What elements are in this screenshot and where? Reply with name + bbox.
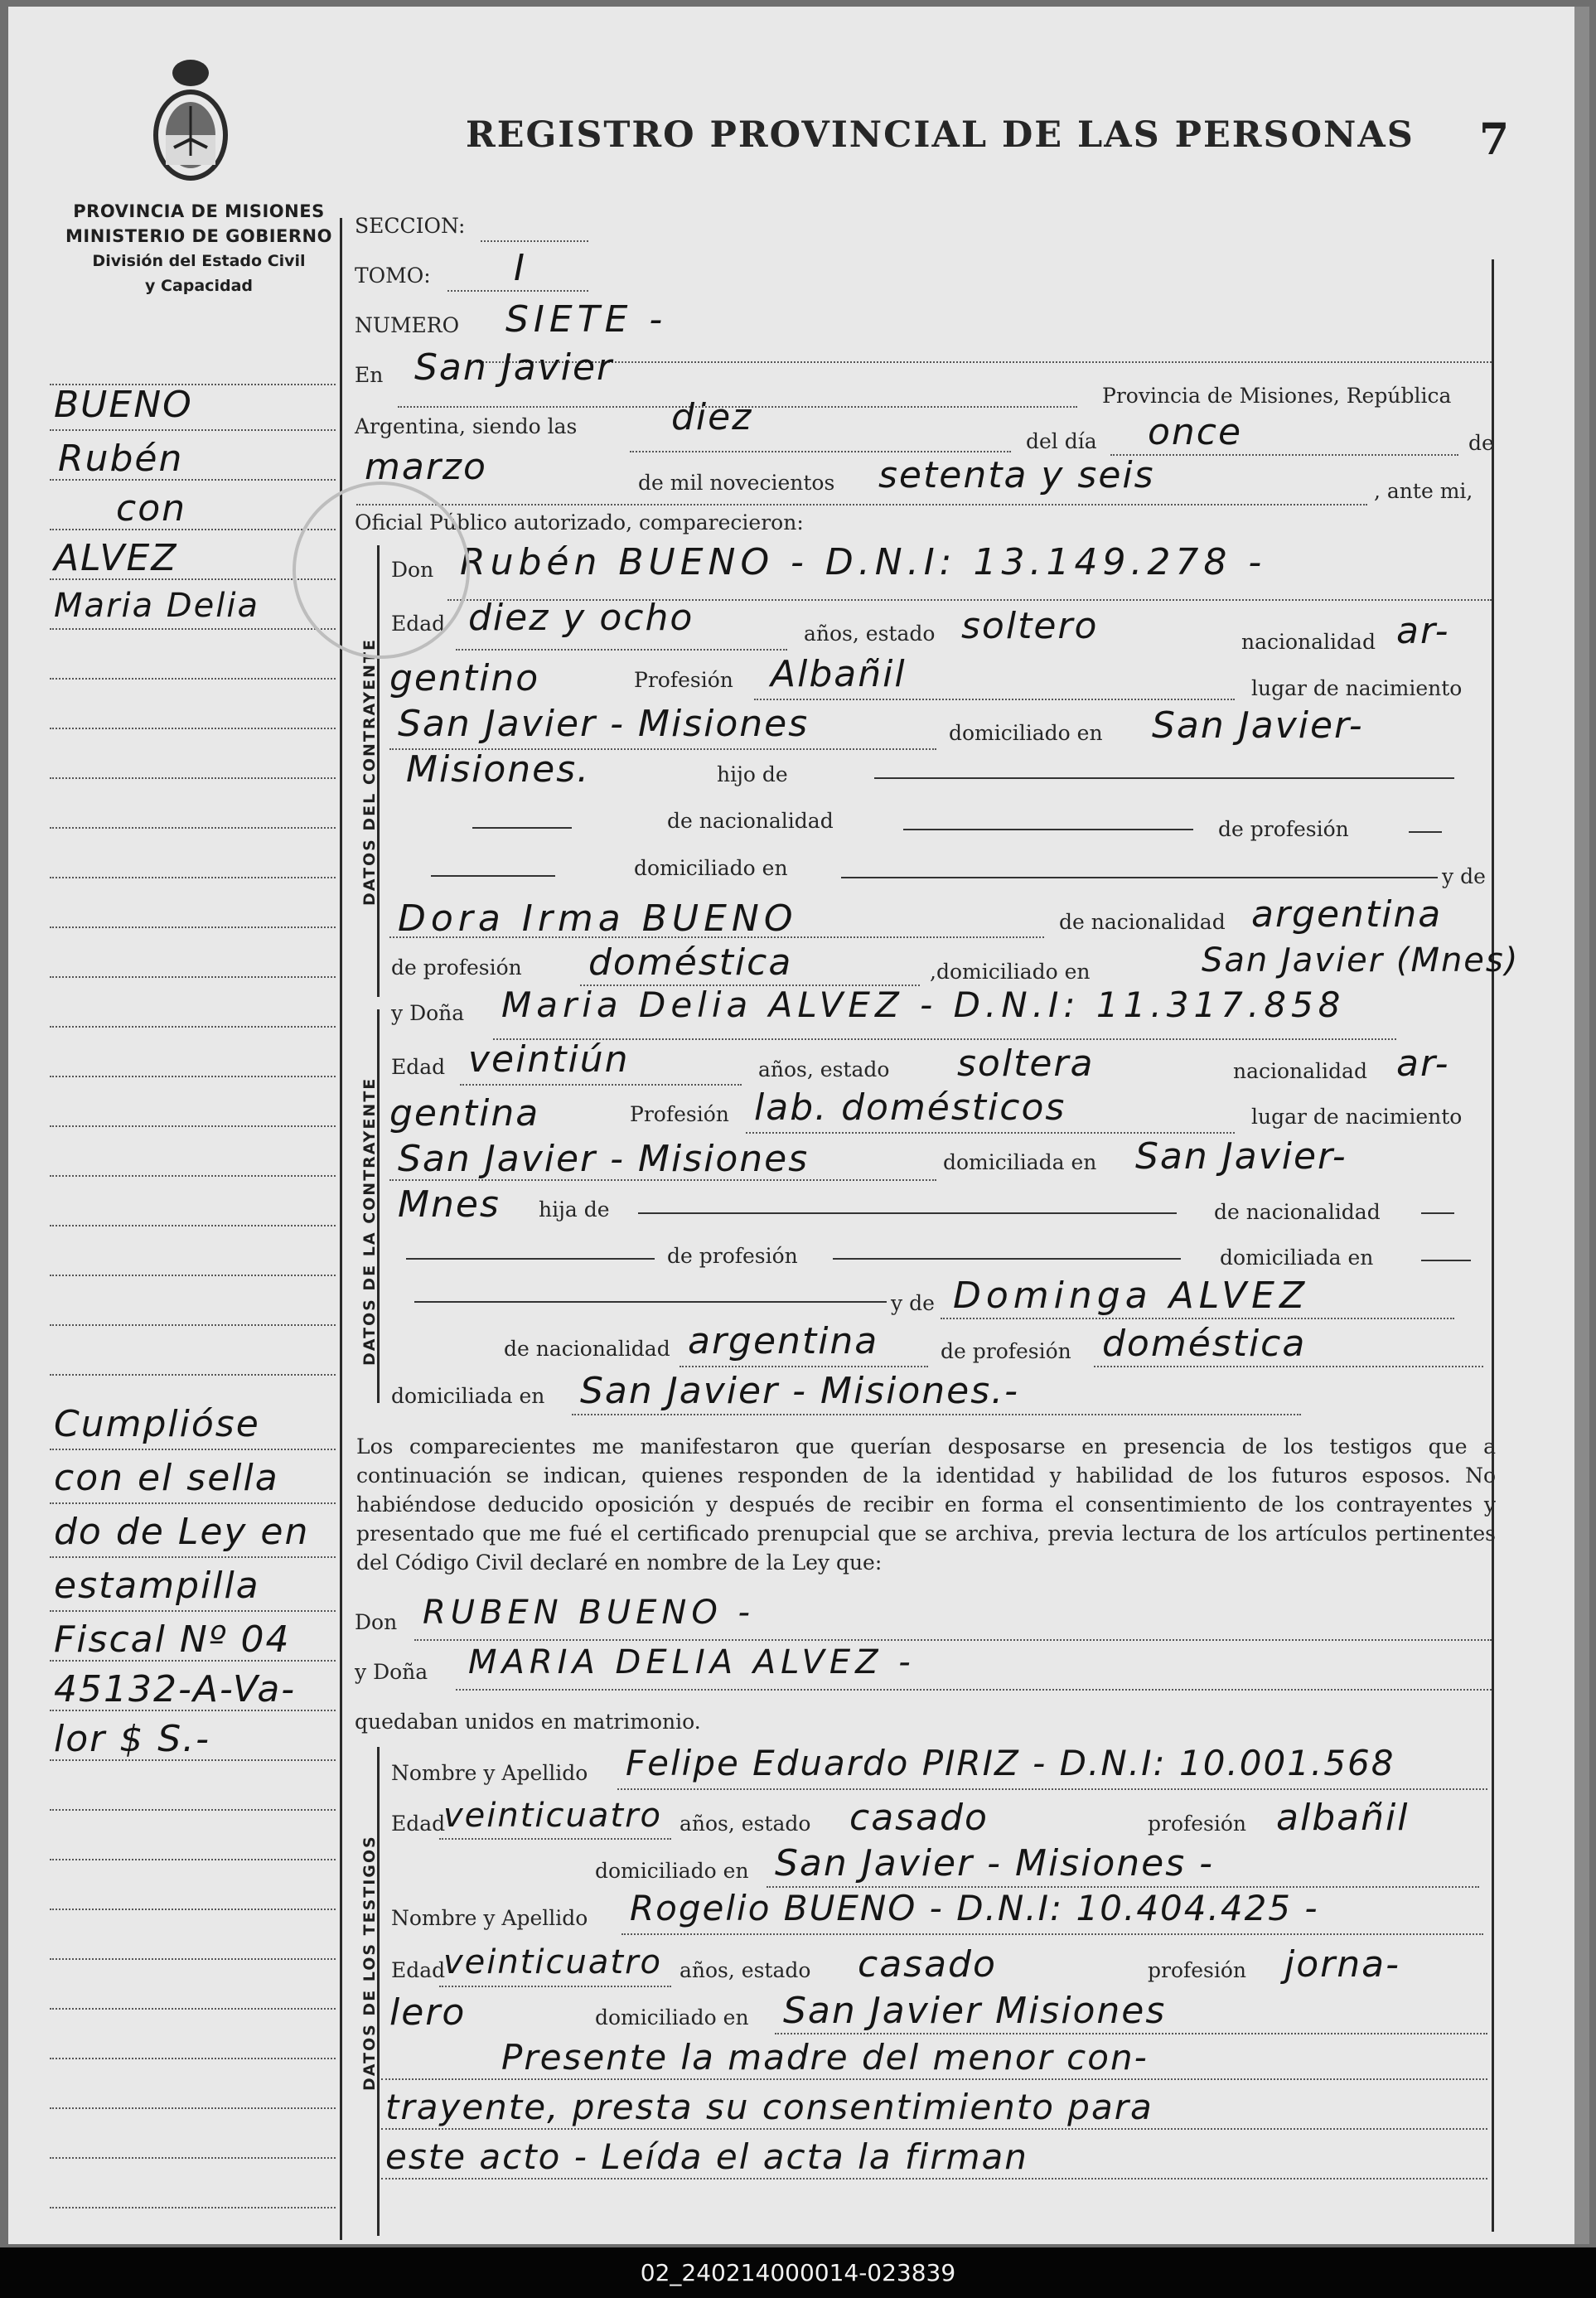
left-rule (50, 2008, 336, 2010)
witness-2-civil-state: casado (858, 1943, 997, 1986)
page-title: REGISTRO PROVINCIAL DE LAS PERSONAS (466, 114, 1415, 156)
w2-res-line (775, 2033, 1487, 2034)
bride-estado-label: años, estado (758, 1057, 890, 1081)
bride-mother-nat-line (680, 1366, 928, 1367)
groom-father-nacionalidad-label: de nacionalidad (667, 809, 834, 833)
left-rule (50, 1225, 336, 1226)
married-don-label: Don (355, 1610, 398, 1634)
bride-mother-nacionalidad-label: de nacionalidad (504, 1337, 670, 1361)
province-label: Provincia de Misiones, República (1102, 384, 1452, 408)
bride-age: veintiún (468, 1038, 630, 1081)
margin-name-line: Maria Delia (54, 587, 259, 625)
closing-line-2: trayente, presta su consentimiento para (385, 2087, 1153, 2127)
right-border-line (1492, 259, 1494, 2232)
de-label: de (1468, 431, 1494, 455)
margin-note-line: 45132-A-Va- (54, 1668, 297, 1710)
left-rule (50, 926, 336, 928)
bride-father-nacionalidad-label: de nacionalidad (1214, 1200, 1381, 1224)
y-de-label: y de (1442, 864, 1486, 888)
image-filename-caption: 02_240214000014-023839 (0, 2247, 1596, 2298)
margin-note-line: Fiscal Nº 04 (54, 1618, 291, 1661)
closing-line-rule-3 (381, 2178, 1487, 2179)
month-value: marzo (365, 446, 487, 488)
bride-nationality-1: ar- (1396, 1043, 1450, 1085)
de-mil-label: de mil novecientos (638, 471, 835, 495)
married-bride-name: MARIA DELIA ALVEZ - (468, 1643, 916, 1681)
groom-residence-2: Misiones. (406, 748, 591, 791)
groom-mother-profession: doméstica (588, 941, 793, 984)
groom-nationality-2: gentino (389, 657, 540, 699)
bride-father-blank (638, 1212, 1177, 1214)
groom-mother-nacionalidad-label: de nacionalidad (1059, 910, 1226, 934)
side-label-groom: DATOS DEL CONTRAYENTE (360, 638, 379, 906)
left-rule (50, 1958, 336, 1960)
w1-nombre-label: Nombre y Apellido (391, 1761, 588, 1785)
left-rule (50, 1076, 336, 1077)
bride-residence-2: Mnes (398, 1183, 501, 1226)
closing-line-rule-1 (381, 2078, 1487, 2080)
margin-name-line: Rubén (58, 438, 184, 480)
quedaban-label: quedaban unidos en matrimonio. (355, 1710, 701, 1734)
left-rule (50, 429, 336, 431)
w2-profesion-label: profesión (1148, 1958, 1247, 1982)
groom-father-profesion-label: de profesión (1218, 817, 1349, 841)
place-value: San Javier (414, 346, 614, 389)
groom-father-domiciliado-label: domiciliado en (634, 856, 788, 880)
groom-mother-profesion-label: de profesión (391, 955, 522, 980)
left-rule (50, 2207, 336, 2208)
bride-mother-profession: doméstica (1102, 1323, 1307, 1365)
left-rule (50, 1374, 336, 1376)
bride-profession-line (746, 1132, 1235, 1134)
witness-2-profession-2: lero (389, 1991, 467, 2034)
bride-nacionalidad-label: nacionalidad (1233, 1059, 1367, 1083)
witness-2-age: veinticuatro (443, 1943, 662, 1981)
groom-hijo-label: hijo de (717, 762, 788, 786)
margin-name-line: con (116, 487, 186, 530)
groom-nacionalidad-label: nacionalidad (1241, 630, 1376, 654)
w1-estado-label: años, estado (680, 1812, 811, 1836)
witness-2-residence: San Javier Misiones (783, 1990, 1167, 2032)
bride-civil-state: soltera (957, 1043, 1095, 1085)
page-number: 7 (1479, 114, 1510, 165)
left-rule (50, 384, 336, 385)
ministry-name: MINISTERIO DE GOBIERNO (65, 226, 332, 246)
hour-value: diez (671, 396, 753, 438)
left-rule (50, 728, 336, 729)
married-groom-line (414, 1639, 1492, 1641)
left-rule (50, 1556, 336, 1558)
groom-estado-label: años, estado (804, 622, 936, 646)
left-rule (50, 827, 336, 829)
bride-mother-name: Dominga ALVEZ (953, 1275, 1310, 1317)
witness-1-profession: albañil (1276, 1797, 1410, 1839)
bride-profession: lab. domésticos (754, 1086, 1066, 1129)
left-rule (50, 1125, 336, 1127)
margin-note-line: con el sella (54, 1457, 279, 1499)
groom-mother-line (389, 936, 1044, 938)
left-rule (50, 1759, 336, 1761)
groom-profession-line (754, 699, 1235, 700)
side-label-bride: DATOS DE LA CONTRAYENTE (360, 1076, 379, 1366)
left-rule (50, 2107, 336, 2109)
bride-nationality-2: gentina (389, 1092, 540, 1134)
bride-name: Maria Delia ALVEZ - D.N.I: 11.317.858 (501, 985, 1346, 1025)
bride-father-profesion-label: de profesión (667, 1244, 798, 1268)
margin-note-line: Cumplióse (54, 1403, 260, 1445)
margin-note-line: do de Ley en (54, 1511, 310, 1553)
bride-y-de-label: y de (891, 1291, 935, 1315)
left-rule (50, 1175, 336, 1177)
left-rule (50, 1909, 336, 1910)
w2-age-line (439, 1986, 671, 1987)
bride-residence-1: San Javier- (1135, 1135, 1347, 1178)
bride-father-res-blank-2 (414, 1301, 887, 1303)
seccion-line (481, 240, 588, 242)
groom-father-nat-blank (903, 829, 1193, 830)
married-bride-line (456, 1689, 1492, 1691)
groom-father-prof-blank (1409, 831, 1442, 833)
closing-line-1: Presente la madre del menor con- (501, 2037, 1149, 2078)
bride-age-line (460, 1084, 742, 1086)
witness-1-civil-state: casado (849, 1797, 989, 1839)
groom-father-res-blank-2 (841, 877, 1438, 878)
w2-edad-label: Edad (391, 1958, 446, 1982)
declaration-paragraph: Los comparecientes me manifestaron que querían desposarse en presencia de los testigos que a continuación se indican, quienes responden de la identidad y habilidad de los futuros esposos. No habiéndose deducido oposición y después de recibir en forma el consentimiento de los contrayentes y presentado que me fué el certificado prenupcial que se archiva, previa lectura de los artículos pertinentes del Código Civil declaré en nombre de la Ley que: (356, 1434, 1496, 1575)
bride-mother-residence: San Javier - Misiones.- (580, 1370, 1019, 1412)
tomo-value: I (514, 247, 526, 289)
groom-age: diez y ocho (468, 597, 694, 639)
groom-profesion-label: Profesión (634, 668, 733, 692)
day-value: once (1148, 411, 1243, 453)
bride-mother-line (941, 1318, 1454, 1319)
side-label-witnesses: DATOS DE LOS TESTIGOS (360, 1835, 379, 2091)
w1-profesion-label: profesión (1148, 1812, 1247, 1836)
register-page (8, 7, 1589, 2244)
margin-name-line: ALVEZ (54, 537, 178, 579)
left-rule (50, 1710, 336, 1711)
witness-1-name: Felipe Eduardo PIRIZ - D.N.I: 10.001.568 (626, 1743, 1395, 1783)
seccion-label: SECCION: (355, 214, 466, 238)
faint-stamp-mark (282, 471, 481, 670)
groom-residence-1: San Javier- (1152, 704, 1364, 747)
ante-mi-label: , ante mi, (1374, 479, 1473, 503)
groom-father-blank-2 (472, 827, 572, 829)
bride-father-blank-2 (406, 1258, 655, 1260)
groom-civil-state: soltero (961, 605, 1099, 647)
day-line (1110, 454, 1458, 456)
left-rule (50, 976, 336, 978)
groom-mother-name: Dora Irma BUENO (398, 897, 798, 940)
w2-name-line (621, 1933, 1483, 1935)
numero-line (476, 361, 1492, 363)
bride-profesion-label: Profesión (630, 1102, 729, 1126)
groom-domiciliado-label: domiciliado en (949, 721, 1103, 745)
left-rule (50, 777, 336, 779)
w2-domiciliado-label: domiciliado en (595, 2005, 749, 2029)
bride-edad-label: Edad (391, 1055, 446, 1079)
closing-line-rule-2 (381, 2128, 1487, 2130)
bride-hija-label: hija de (539, 1197, 610, 1222)
bride-mother-res-line (572, 1414, 1301, 1415)
issuer-header (58, 199, 340, 298)
del-dia-label: del día (1026, 429, 1097, 453)
groom-age-line (456, 649, 787, 651)
w1-name-line (617, 1788, 1487, 1790)
bride-father-res-blank (1421, 1260, 1471, 1261)
hour-line (630, 451, 1011, 452)
witness-2-name: Rogelio BUENO - D.N.I: 10.404.425 - (630, 1888, 1319, 1928)
married-groom-name: RUBEN BUENO - (423, 1594, 755, 1632)
margin-name-line: BUENO (54, 384, 193, 426)
bride-birthplace: San Javier - Misiones (398, 1138, 810, 1180)
tomo-line (447, 290, 588, 292)
don-label: Don (391, 558, 434, 582)
left-rule (50, 678, 336, 680)
w2-estado-label: años, estado (680, 1958, 811, 1982)
left-rule (50, 1502, 336, 1504)
oficial-label: Oficial Público autorizado, comparecieron: (355, 510, 804, 535)
left-rule (50, 2157, 336, 2159)
groom-name: Rubén BUENO - D.N.I: 13.149.278 - (460, 541, 1267, 583)
bride-father-domiciliada-label: domiciliada en (1220, 1246, 1374, 1270)
argentina-coat-of-arms-seal (145, 56, 236, 181)
division-line-1: División del Estado Civil (92, 252, 306, 270)
margin-note-line: estampilla (54, 1565, 260, 1607)
left-rule (50, 2058, 336, 2059)
groom-birthplace: San Javier - Misiones (398, 703, 810, 745)
left-rule (50, 877, 336, 878)
groom-mother-nationality: argentina (1251, 893, 1443, 936)
left-rule (50, 1859, 336, 1860)
division-line-2: y Capacidad (145, 277, 253, 295)
groom-mother-residence: San Javier (Mnes) (1202, 941, 1520, 980)
witness-1-age: veinticuatro (443, 1797, 662, 1835)
tomo-label: TOMO: (355, 264, 431, 288)
y-dona-label: y Doña (391, 1001, 465, 1025)
bride-father-nat-blank (1421, 1212, 1454, 1214)
province-name: PROVINCIA DE MISIONES (73, 201, 325, 221)
groom-father-blank (874, 777, 1454, 779)
year-value: setenta y seis (878, 454, 1155, 496)
left-rule (50, 1324, 336, 1326)
married-dona-label: y Doña (355, 1660, 428, 1684)
groom-mother-domiciliado-label: ,domiciliado en (930, 960, 1091, 984)
groom-lugar-label: lugar de nacimiento (1251, 676, 1463, 700)
left-rule (50, 1809, 336, 1811)
bride-mother-nationality: argentina (688, 1320, 879, 1362)
bride-mother-domiciliada-label: domiciliada en (391, 1384, 545, 1408)
bride-domiciliada-label: domiciliada en (943, 1150, 1097, 1174)
bride-birthplace-line (389, 1179, 936, 1181)
numero-label: NUMERO (355, 313, 460, 337)
bride-mother-prof-line (1094, 1366, 1483, 1367)
groom-profession: Albañil (771, 653, 907, 695)
w1-domiciliado-label: domiciliado en (595, 1859, 749, 1883)
groom-father-res-blank-1 (431, 875, 555, 877)
en-label: En (355, 363, 384, 387)
left-rule (50, 1026, 336, 1028)
bride-lugar-label: lugar de nacimiento (1251, 1105, 1463, 1129)
argentina-label: Argentina, siendo las (355, 414, 578, 438)
witness-1-residence: San Javier - Misiones - (775, 1842, 1214, 1884)
closing-line-3: este acto - Leída el acta la firman (385, 2136, 1028, 2177)
left-rule (50, 1449, 336, 1450)
year-line (356, 504, 1367, 506)
bride-father-prof-blank (833, 1258, 1181, 1260)
witness-2-profession-1: jorna- (1284, 1943, 1400, 1986)
groom-edad-label: Edad (391, 612, 446, 636)
left-rule (50, 1275, 336, 1276)
margin-note-line: lor $ S.- (54, 1718, 210, 1760)
left-rule (50, 1610, 336, 1612)
w1-age-line (439, 1838, 671, 1840)
left-rule (50, 1660, 336, 1662)
bride-mother-profesion-label: de profesión (941, 1339, 1071, 1363)
w2-nombre-label: Nombre y Apellido (391, 1906, 588, 1930)
groom-nationality-1: ar- (1396, 610, 1450, 652)
numero-value: SIETE - (505, 298, 668, 341)
w1-edad-label: Edad (391, 1812, 446, 1836)
